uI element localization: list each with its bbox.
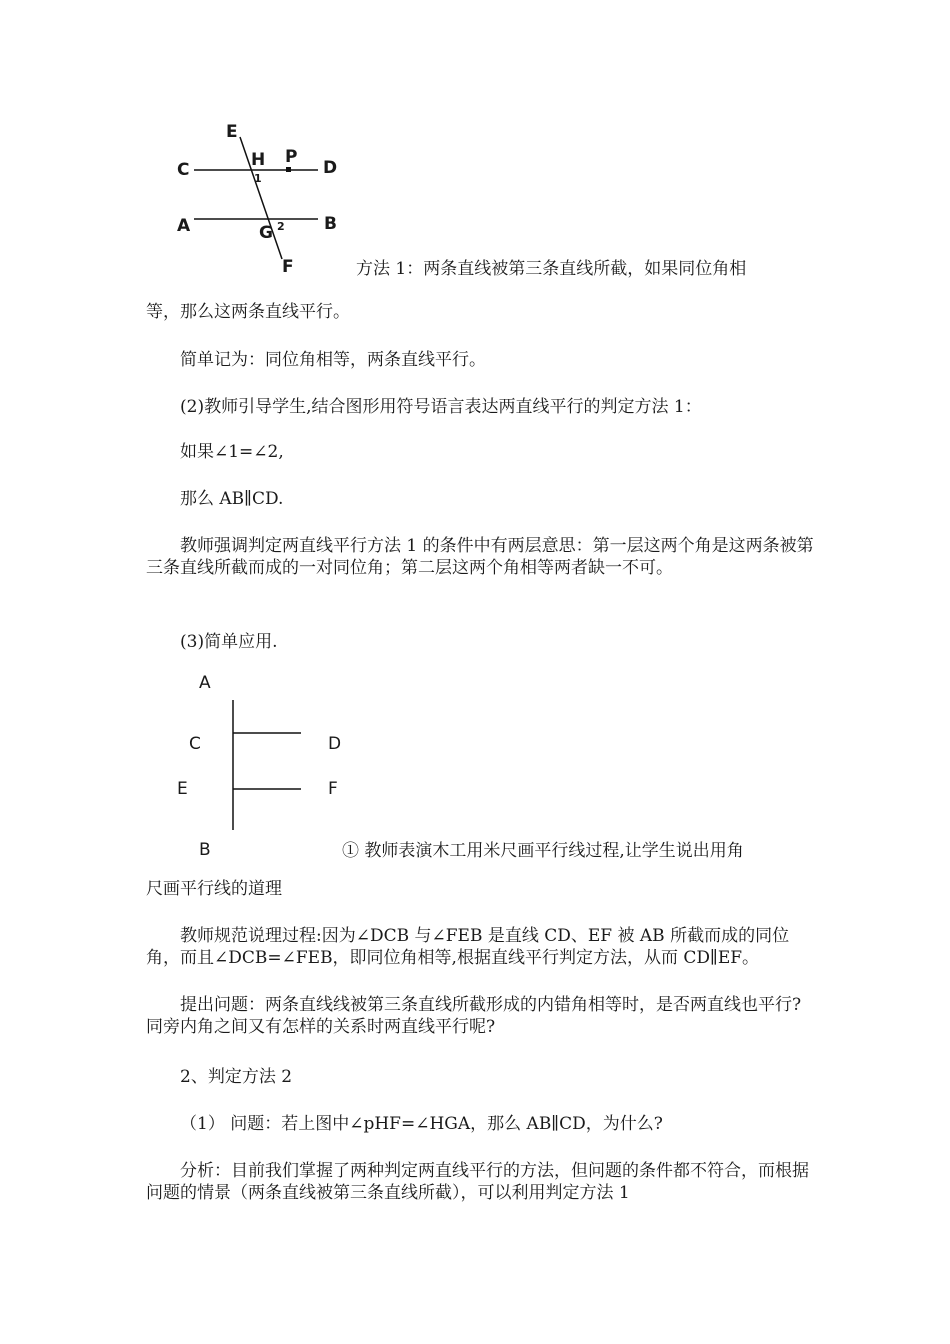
label-g: G — [259, 223, 273, 243]
label-f: F — [282, 257, 294, 277]
demo-continuation: 尺画平行线的道理 — [146, 879, 282, 899]
method1-continuation: 等，那么这两条直线平行。 — [146, 302, 350, 322]
label-b: B — [324, 214, 337, 234]
method1-lead: 方法 1：两条直线被第三条直线所截，如果同位角相 — [356, 259, 747, 279]
label-a: A — [177, 216, 191, 236]
method2-title: 2、判定方法 2 — [180, 1067, 293, 1087]
label-c: C — [177, 160, 190, 180]
emphasis-paragraph: 教师强调判定两直线平行方法 1 的条件中有两层意思：第一层这两个角是这两条被第三条直线所截而成的一对同位角；第二层这两个角相等两者缺一不可。 — [146, 536, 814, 578]
fig2-label-a: A — [199, 673, 211, 693]
parallel-lines-figure-2 — [170, 668, 360, 868]
label-e: E — [226, 122, 238, 142]
reasoning-paragraph: 教师规范说理过程:因为∠DCB 与∠FEB 是直线 CD、EF 被 AB 所截而成的同位角，而且∠DCB=∠FEB，即同位角相等,根据直线平行判定方法，从而 CD∥EF。 — [146, 926, 790, 968]
parallel-lines-figure-1 — [160, 115, 360, 285]
fig2-label-f: F — [328, 779, 338, 799]
demo-lead: ① 教师表演木工用米尺画平行线过程,让学生说出用角 — [342, 841, 744, 861]
label-angle-2: 2 — [277, 220, 285, 233]
step-3: (3)简单应用. — [180, 632, 278, 652]
point-p-marker — [286, 167, 291, 172]
fig2-label-b: B — [199, 840, 211, 860]
question-paragraph: 提出问题：两条直线线被第三条直线所截形成的内错角相等时，是否两直线也平行?同旁内角之间又有怎样的关系时两直线平行呢? — [146, 995, 802, 1037]
analysis-paragraph: 分析：目前我们掌握了两种判定两直线平行的方法，但问题的条件都不符合，而根据问题的情景（两条直线被第三条直线所截），可以利用判定方法 1 — [146, 1161, 809, 1203]
label-d: D — [323, 158, 338, 178]
figure-1-lines — [160, 115, 360, 285]
fig2-label-d: D — [328, 734, 342, 754]
label-angle-1: 1 — [254, 172, 262, 185]
then-line: 那么 AB∥CD. — [180, 489, 284, 509]
fig2-label-e: E — [177, 779, 188, 799]
label-h: H — [251, 150, 266, 170]
step-2: (2)教师引导学生,结合图形用符号语言表达两直线平行的判定方法 1： — [180, 397, 702, 417]
fig2-label-c: C — [189, 734, 201, 754]
problem-line: （1） 问题：若上图中∠pHF=∠HGA，那么 AB∥CD，为什么? — [180, 1114, 663, 1134]
short-note: 简单记为：同位角相等，两条直线平行。 — [180, 350, 486, 370]
if-line: 如果∠1=∠2, — [180, 442, 284, 462]
figure-2-lines — [170, 668, 360, 868]
label-p: P — [285, 147, 298, 167]
